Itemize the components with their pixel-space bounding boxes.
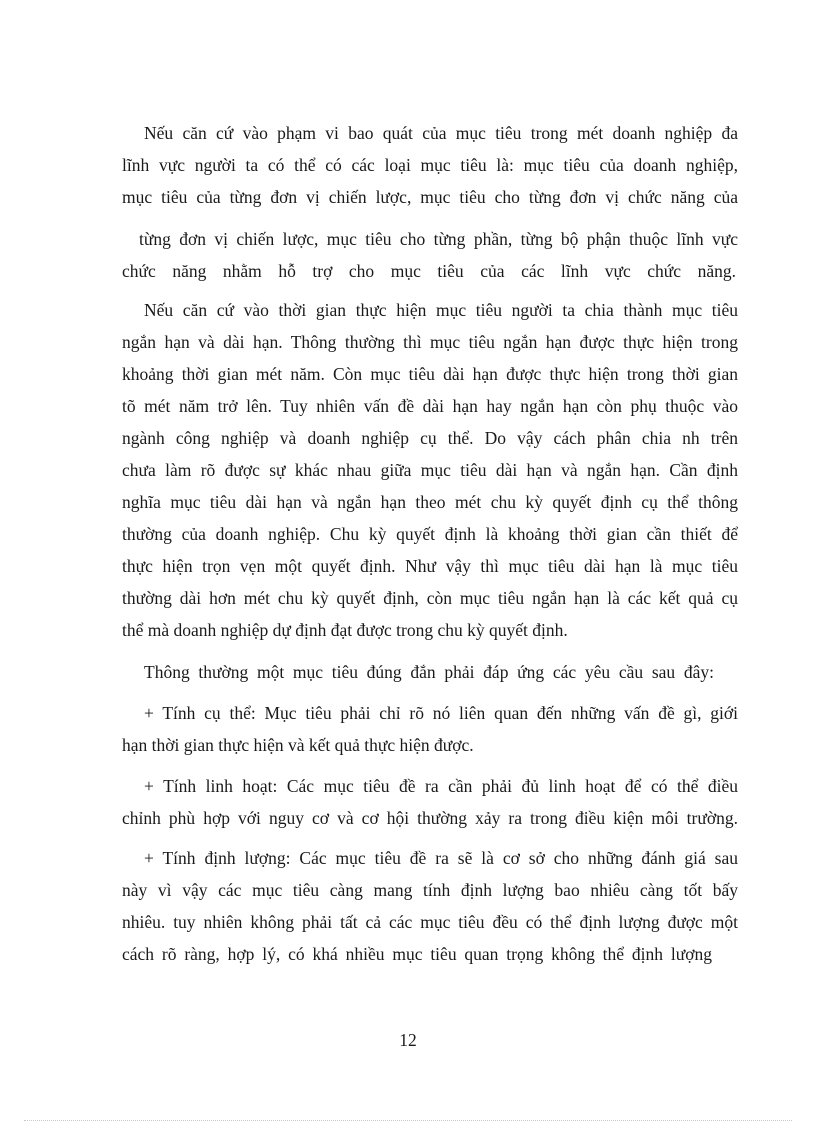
text-line: lĩnh vực người ta có thể có các loại mục tiêu là: mục tiêu của doanh nghiệp, [122,155,738,175]
text-line: + Tính định lượng: Các mục tiêu đề ra sẽ là cơ sở cho những đánh giá sau [144,848,738,868]
text-line: + Tính cụ thể: Mục tiêu phải chỉ rõ nó liên quan đến những vấn đề gì, giới [144,703,738,723]
text-line: Thông thường một mục tiêu đúng đắn phải đáp ứng các yêu cầu sau đây: [144,662,714,682]
text-line: thể mà doanh nghiệp dự định đạt được trong chu kỳ quyết định. [122,620,568,640]
text-line: nghĩa mục tiêu dài hạn và ngắn hạn theo mét chu kỳ quyết định cụ thể thông [122,492,738,512]
page-number: 12 [399,1030,417,1050]
text-line: thường của doanh nghiệp. Chu kỳ quyết định là khoảng thời gian cần thiết để [122,524,738,544]
text-line: thực hiện trọn vẹn một quyết định. Như vậy thì mục tiêu dài hạn là mục tiêu [122,556,738,576]
text-line: Nếu căn cứ vào phạm vi bao quát của mục tiêu trong mét doanh nghiệp đa [144,123,738,143]
text-line: thường dài hơn mét chu kỳ quyết định, còn mục tiêu ngắn hạn là các kết quả cụ [122,588,738,608]
text-line: ngắn hạn và dài hạn. Thông thường thì mục tiêu ngắn hạn được thực hiện trong [122,332,738,352]
text-line: + Tính linh hoạt: Các mục tiêu đề ra cần phải đủ linh hoạt để có thể điều [144,776,738,796]
text-line: này vì vậy các mục tiêu càng mang tính định lượng bao nhiêu càng tốt bấy [122,880,738,900]
text-line: chức năng nhằm hỗ trợ cho mục tiêu của các lĩnh vực chức năng. [122,261,736,281]
text-line: hạn thời gian thực hiện và kết quả thực hiện được. [122,735,474,755]
text-line: chưa làm rõ được sự khác nhau giữa mục tiêu dài hạn và ngắn hạn. Cần định [122,460,738,480]
text-line: ngành công nghiệp và doanh nghiệp cụ thể. Do vậy cách phân chia nh trên [122,428,738,448]
footer-divider [24,1120,792,1121]
text-line: tõ mét năm trở lên. Tuy nhiên vấn đề dài hạn hay ngắn hạn còn phụ thuộc vào [122,396,738,416]
text-line: mục tiêu của từng đơn vị chiến lược, mục tiêu cho từng đơn vị chức năng của [122,187,738,207]
text-line: nhiêu. tuy nhiên không phải tất cả các mục tiêu đều có thể định lượng được một [122,912,738,932]
text-line: từng đơn vị chiến lược, mục tiêu cho từng phần, từng bộ phận thuộc lĩnh vực [139,229,738,249]
text-line: Nếu căn cứ vào thời gian thực hiện mục tiêu người ta chia thành mục tiêu [144,300,738,320]
text-line: khoảng thời gian mét năm. Còn mục tiêu dài hạn được thực hiện trong thời gian [122,364,738,384]
text-line: cách rõ ràng, hợp lý, có khá nhiều mục tiêu quan trọng không thể định lượng [122,944,712,964]
text-line: chỉnh phù hợp với nguy cơ và cơ hội thường xảy ra trong điều kiện môi trường. [122,808,738,828]
